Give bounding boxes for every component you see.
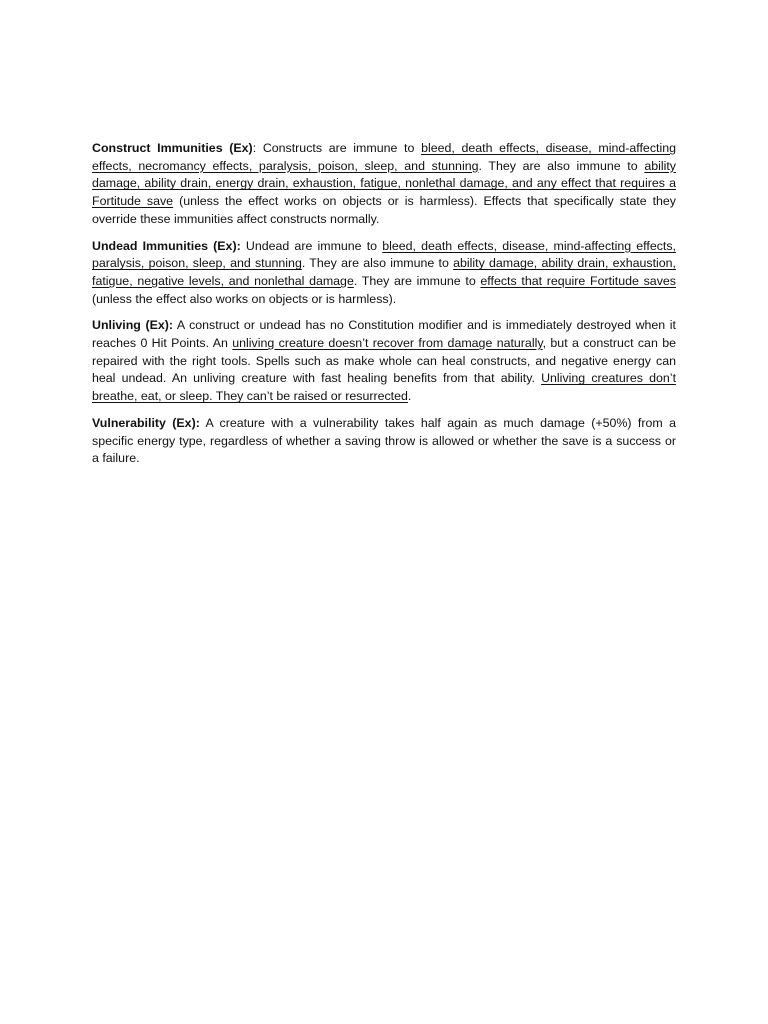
text-segment: . bbox=[407, 389, 412, 404]
paragraph-vulnerability bbox=[92, 415, 676, 468]
term-colon: : bbox=[252, 141, 257, 155]
underlined-text: ability damage, ability drain, exhaustion, fatigue, negative levels, and nonlethal damage bbox=[92, 256, 676, 288]
underlined-text: bleed, death effects, disease, mind-affecting effects, paralysis, poison, sleep, and stunning bbox=[92, 238, 676, 271]
text-segment: . They are also immune to bbox=[478, 158, 645, 173]
text-segment: , but a construct can be repaired with the right tools. Spells such as make whole can heal constructs, and negative energy can heal undead. An unliving creature with fast healing benefits from that ability. bbox=[92, 336, 676, 386]
text-segment: (unless the effect works on objects or is harmless). Effects that specifically state they override these immunities affect constructs normally. bbox=[92, 194, 676, 226]
underlined-text: Unliving creatures don’t breathe, eat, or sleep. They can’t be raised or resurrected bbox=[92, 371, 677, 404]
text-segment: Undead are immune to bbox=[240, 238, 383, 253]
text-segment: A construct or undead has no Constitution modifier and is immediately destroyed when it reaches 0 Hit Points. An bbox=[92, 318, 676, 351]
document-body bbox=[92, 140, 676, 477]
term-undead-immunities: Undead Immunities (Ex): bbox=[92, 238, 241, 253]
paragraph-unliving bbox=[92, 317, 676, 406]
underlined-text: ability damage, ability drain, energy drain, exhaustion, fatigue, nonlethal damage, and any effect that requires a Fortitude save bbox=[92, 158, 676, 209]
text-segment: . They are also immune to bbox=[301, 256, 454, 271]
paragraph-construct-immunities bbox=[92, 140, 676, 229]
term-vulnerability: Vulnerability (Ex): bbox=[92, 415, 200, 430]
text-segment: (unless the effect also works on objects or is harmless). bbox=[92, 291, 397, 306]
underlined-text: unliving creature doesn’t recover from damage naturally bbox=[232, 336, 543, 351]
underlined-text: bleed, death effects, disease, mind-affecting effects, necromancy effects, paralysis, poison, sleep, and stunning bbox=[92, 141, 676, 173]
text-segment: . They are immune to bbox=[353, 273, 481, 288]
term-unliving: Unliving (Ex): bbox=[92, 318, 173, 333]
text-segment: Constructs are immune to bbox=[256, 141, 422, 155]
text-segment: A creature with a vulnerability takes half again as much damage (+50%) from a specific energy type, regardless of whether a saving throw is allowed or whether the save is a success or a failure. bbox=[92, 415, 676, 466]
term-construct-immunities: Construct Immunities (Ex) bbox=[92, 141, 253, 155]
paragraph-undead-immunities bbox=[92, 238, 676, 309]
underlined-text: effects that require Fortitude saves bbox=[480, 273, 676, 288]
